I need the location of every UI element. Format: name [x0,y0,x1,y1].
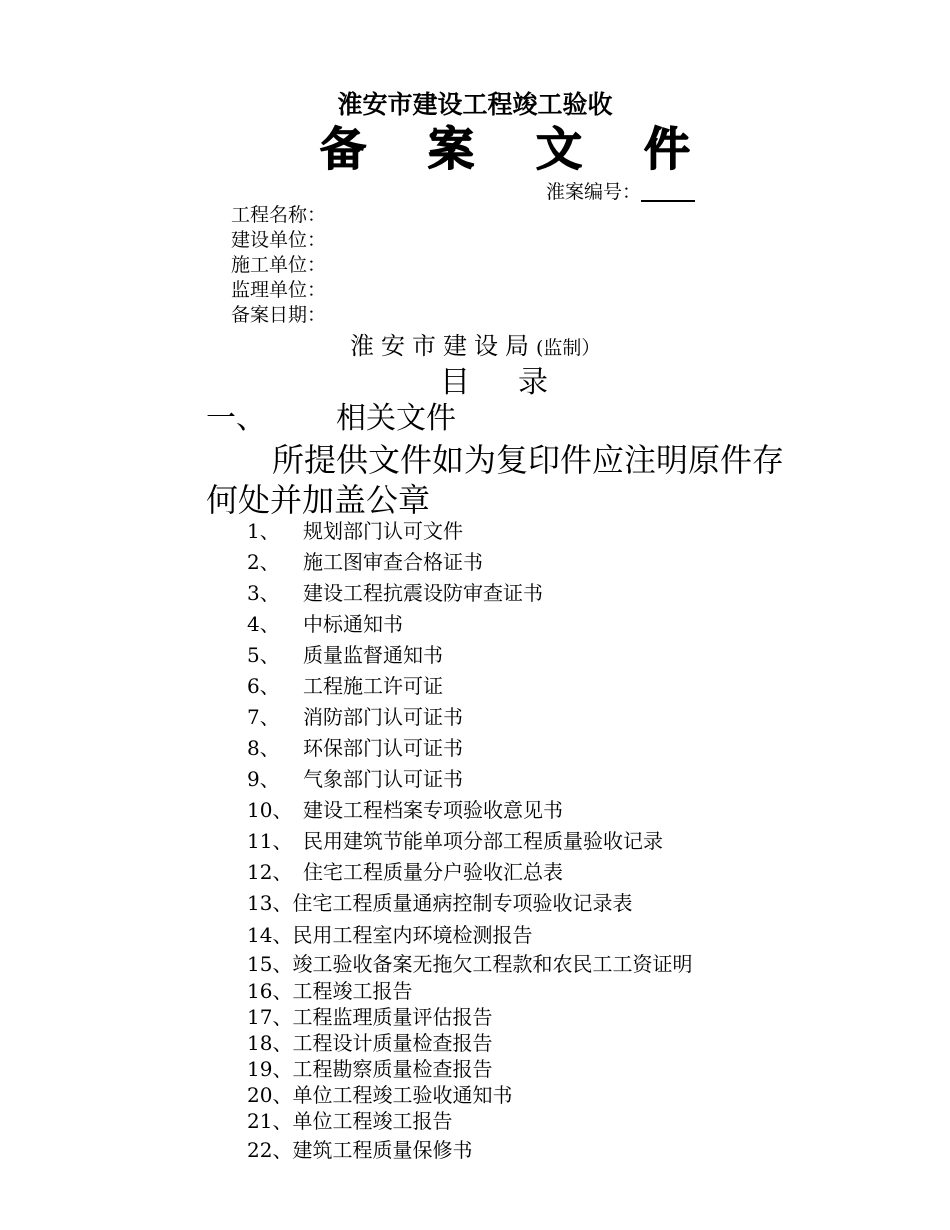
list-item-text: 规划部门认可文件 [303,519,463,543]
field-filing-date: 备案日期： [231,304,327,326]
list-item-number: 16、 [247,979,293,1003]
list-item [247,800,563,820]
list-item [247,769,463,789]
authority-suffix: (监制） [536,337,601,359]
list-item-text: 施工图审查合格证书 [303,550,483,574]
list-item-number: 2、 [247,550,280,574]
list-item-number: 9、 [247,767,280,791]
list-item-number: 19、 [247,1057,293,1081]
list-item [247,1007,492,1027]
list-item-text: 建筑工程质量保修书 [292,1138,473,1162]
list-item-number: 10、 [247,798,293,822]
list-item [247,583,543,603]
list-item-text: 建设工程抗震设防审查证书 [303,581,543,605]
list-item [247,676,443,696]
list-item-text: 民用建筑节能单项分部工程质量验收记录 [303,829,663,853]
list-item-number: 4、 [247,612,280,636]
list-item-text: 工程竣工报告 [292,979,413,1003]
section-note-line2: 何处并加盖公章 [206,481,431,519]
list-item-text: 中标通知书 [303,612,403,636]
list-item-text: 民用工程室内环境检测报告 [292,923,533,947]
list-item-number: 15、 [247,952,293,976]
section-title: 相关文件 [336,401,456,436]
list-item-number: 3、 [247,581,280,605]
list-item-number: 5、 [247,643,280,667]
list-item-number: 12、 [247,860,293,884]
toc-heading: 目录 [440,365,596,400]
case-number [546,183,695,202]
case-number-blank [641,183,695,202]
list-item-text: 单位工程竣工验收通知书 [292,1083,513,1107]
list-item [247,521,463,541]
list-item-number: 22、 [247,1138,293,1162]
list-item [247,614,403,634]
list-item [247,707,463,727]
list-item [247,1111,452,1131]
list-item [247,954,692,974]
list-item [247,1059,492,1079]
section-number: 一、 [206,401,266,436]
case-number-label: 淮案编号： [546,181,642,203]
list-item-text: 工程勘察质量检查报告 [292,1057,493,1081]
list-item [247,552,483,572]
document-title-line1: 淮安市建设工程竣工验收 [337,90,613,119]
field-project-name: 工程名称： [231,204,327,226]
list-item-number: 17、 [247,1005,293,1029]
issuing-authority [350,334,600,358]
list-item [247,831,663,851]
list-item-number: 18、 [247,1031,293,1055]
list-item [247,925,532,945]
list-item-number: 11、 [247,829,293,853]
list-item-text: 建设工程档案专项验收意见书 [303,798,563,822]
list-item-text: 工程监理质量评估报告 [292,1005,493,1029]
list-item-text: 住宅工程质量分户验收汇总表 [303,860,563,884]
list-item-number: 7、 [247,705,280,729]
list-item [247,1033,492,1053]
list-item-text: 消防部门认可证书 [303,705,463,729]
list-item-number: 21、 [247,1109,293,1133]
list-item-text: 质量监督通知书 [303,643,443,667]
list-item-text: 环保部门认可证书 [303,736,463,760]
field-construction-unit: 建设单位： [231,229,327,251]
list-item-text: 工程施工许可证 [303,674,443,698]
list-item-number: 14、 [247,923,293,947]
list-item [247,893,632,913]
list-item-text: 气象部门认可证书 [303,767,463,791]
list-item [247,862,563,882]
list-item-number: 20、 [247,1083,293,1107]
authority-name: 淮安市建设局 [350,332,536,360]
list-item-text: 竣工验收备案无拖欠工程款和农民工工资证明 [292,952,693,976]
list-item [247,738,463,758]
list-item [247,1085,512,1105]
list-item-number: 13、 [247,891,293,915]
list-item [247,981,412,1001]
list-item-text: 单位工程竣工报告 [292,1109,453,1133]
list-item [247,645,443,665]
list-item-number: 1、 [247,519,280,543]
list-item-number: 8、 [247,736,280,760]
field-supervision-unit: 监理单位： [231,279,327,301]
section-note-line1: 所提供文件如为复印件应注明原件存 [272,441,785,479]
document-title-line2: 备案文件 [320,122,752,176]
list-item [247,1140,472,1160]
list-item-number: 6、 [247,674,280,698]
field-contractor-unit: 施工单位： [231,254,327,276]
list-item-text: 工程设计质量检查报告 [292,1031,493,1055]
list-item-text: 住宅工程质量通病控制专项验收记录表 [292,891,633,915]
